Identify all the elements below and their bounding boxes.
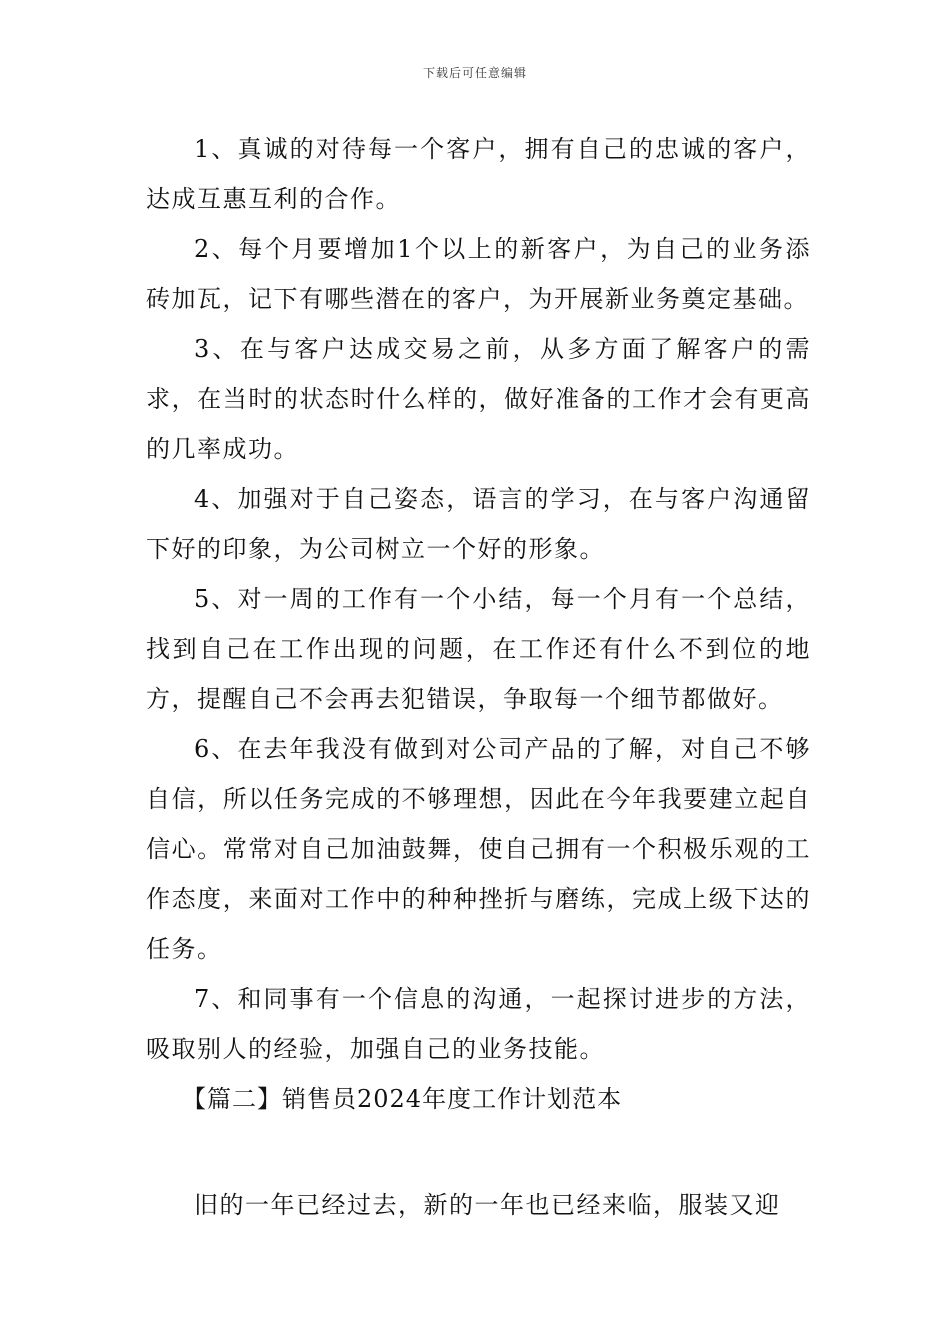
document-body <box>146 124 811 1230</box>
plan-item-5: 5、对一周的工作有一个小结，每一个月有一个总结，找到自己在工作出现的问题，在工作还有什么不到位的地方，提醒自己不会再去犯错误，争取每一个细节都做好。 <box>146 585 811 713</box>
plan-item-7: 7、和同事有一个信息的沟通，一起探讨进步的方法，吸取别人的经验，加强自己的业务技能。 <box>146 985 811 1063</box>
page-header-note: 下载后可任意编辑 <box>422 66 527 80</box>
plan-item-4: 4、加强对于自己姿态，语言的学习，在与客户沟通留下好的印象，为公司树立一个好的形象。 <box>146 485 811 563</box>
plan-item-6: 6、在去年我没有做到对公司产品的了解，对自己不够自信，所以任务完成的不够理想，因此在今年我要建立起自信心。常常对自己加油鼓舞，使自己拥有一个积极乐观的工作态度，来面对工作中的种种挫折与磨练，完成上级下达的任务。 <box>146 735 811 963</box>
plan-item-3: 3、在与客户达成交易之前，从多方面了解客户的需求，在当时的状态时什么样的，做好准备的工作才会有更高的几率成功。 <box>146 335 811 463</box>
section-heading: 【篇二】销售员2024年度工作计划范本 <box>182 1085 623 1113</box>
plan-item-1: 1、真诚的对待每一个客户，拥有自己的忠诚的客户，达成互惠互利的合作。 <box>146 135 811 213</box>
intro-paragraph: 旧的一年已经过去，新的一年也已经来临，服装又迎 <box>194 1191 781 1219</box>
section-spacer <box>146 1124 811 1180</box>
plan-item-2: 2、每个月要增加1个以上的新客户，为自己的业务添砖加瓦，记下有哪些潜在的客户，为开展新业务奠定基础。 <box>146 235 811 313</box>
